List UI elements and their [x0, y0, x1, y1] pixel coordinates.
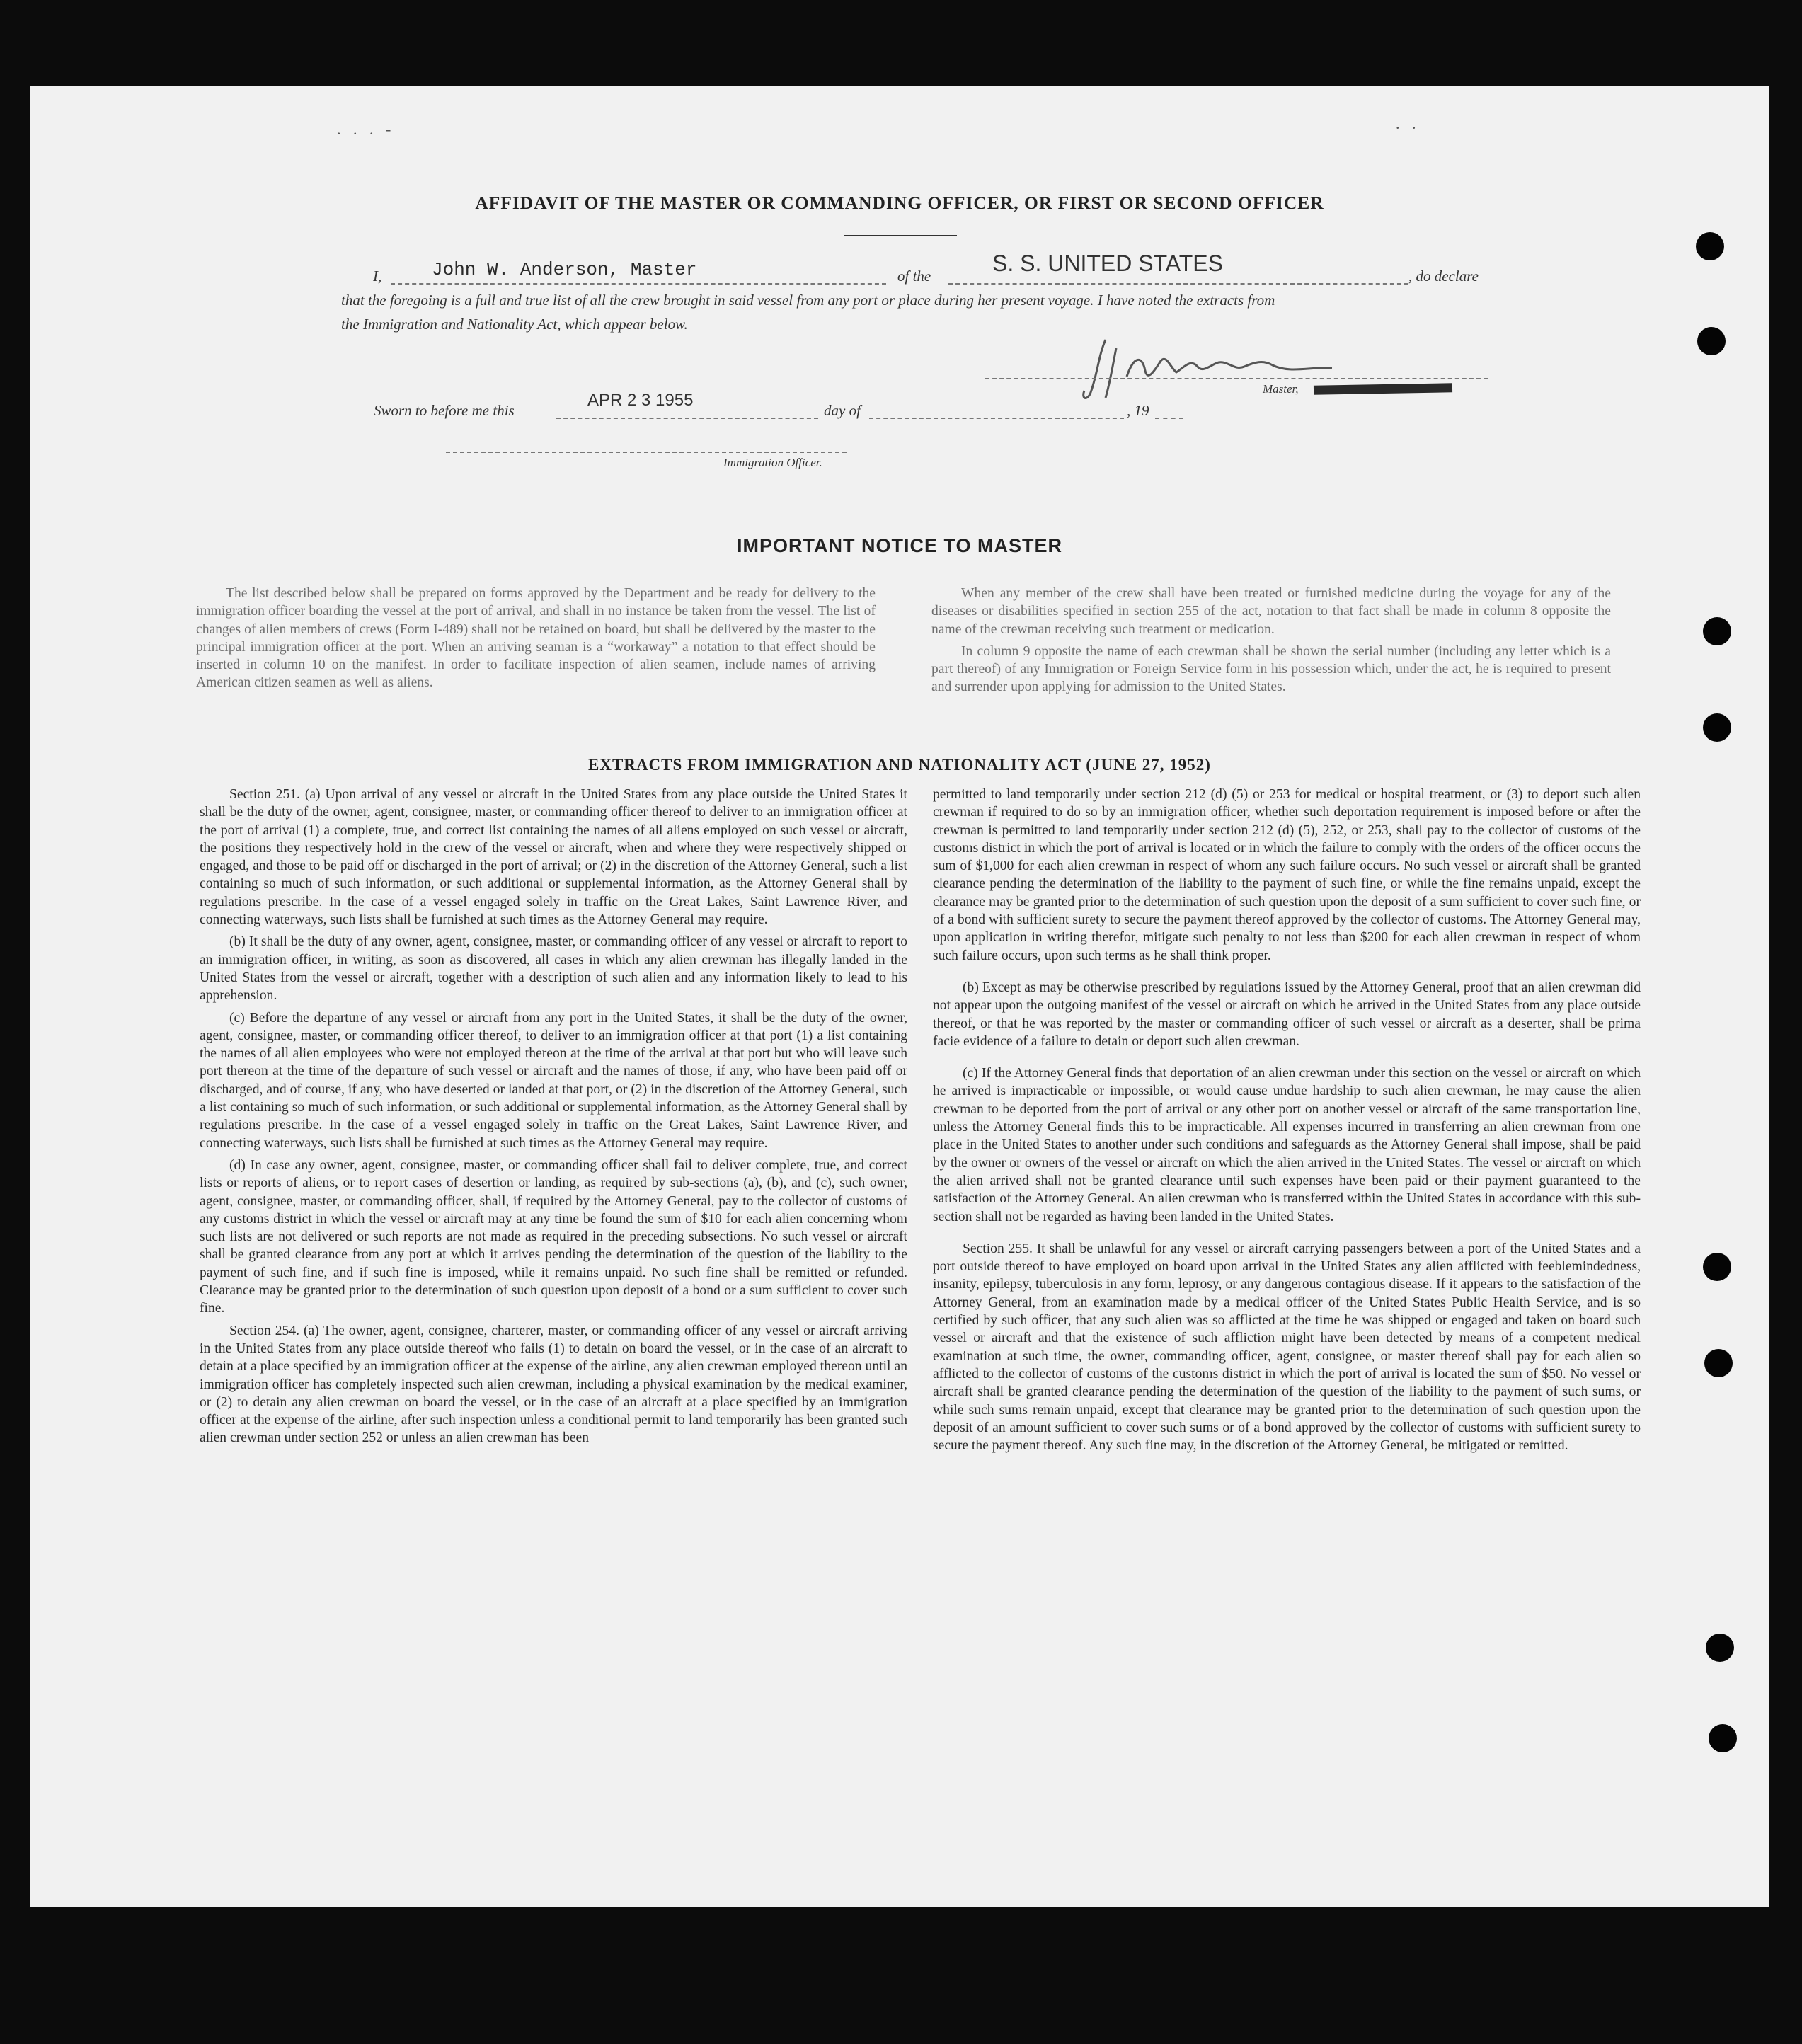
binder-hole	[1703, 617, 1731, 645]
binder-hole	[1706, 1634, 1734, 1662]
officer-signature-line	[446, 452, 847, 453]
binder-hole	[1696, 232, 1724, 260]
extracts-right-column	[933, 786, 1641, 1459]
year-prefix: , 19	[1127, 402, 1149, 419]
name-line	[391, 283, 886, 285]
master-name: John W. Anderson, Master	[432, 259, 697, 280]
signature-line	[985, 378, 1488, 379]
binder-hole	[1709, 1724, 1737, 1752]
notice-right-paragraph-2: In column 9 opposite the name of each crewman shall be shown the serial number (including any letter which is a part thereof) of any Immigration or Foreign Service form in his possession which, under the act, he is required to present and surrender upon applying for admission to the United States.	[931, 643, 1611, 695]
section-251-a: Section 251. (a) Upon arrival of any vessel or aircraft in the United States from any place outside the United States it shall be the duty of the owner, agent, consignee, master, or commanding officer thereof to deliver to an immigration officer at the port of arrival (1) a complete, true, and correct list containing the names of all aliens employed on such vessel or aircraft, the positions they respectively hold in the crew of the vessel or aircraft, when and where they were respectively shipped or engaged, and those to be paid off or discharged in the port of arrival; or (2) in the discretion of the Attorney General, such a list containing so much of such information, or such additional or supplemental information, as the Attorney General shall by regulations prescribe. In the case of a vessel engaged solely in traffic on the Great Lakes, Saint Lawrence River, and connecting waterways, such lists shall be furnished at such times as the Attorney General may require.	[200, 787, 907, 928]
affidavit-prefix: I,	[373, 268, 382, 285]
section-251-c: (c) Before the departure of any vessel or aircraft from any port in the United States, it shall be the duty of the owner, agent, consignee, master, or commanding officer thereof, to deliver to an immigration officer at that port (1) a list containing the names of all alien employees who were not employed thereon at the time of the arrival at that port but who will leave such port thereon at the time of the departure of such vessel or aircraft and the names of those, if any, who have been paid off or discharged, and of course, if any, who have deserted or landed at that port, or (2) in the discretion of the Attorney General, such a list containing so much of such information, or such additional or supplemental information, as the Attorney General shall by regulations prescribe. In the case of a vessel engaged solely in traffic on the Great Lakes, Saint Lawrence River, and connecting waterways, such lists shall be furnished at such times as the Attorney General may require.	[200, 1010, 907, 1151]
notice-left-text	[196, 585, 876, 696]
declaration-line-2: the Immigration and Nationality Act, which appear below.	[341, 316, 688, 333]
corner-mark-right: . .	[1396, 115, 1421, 132]
extracts-left-column	[200, 786, 907, 1452]
binder-hole	[1703, 1253, 1731, 1281]
binder-hole	[1697, 327, 1726, 355]
section-254-a-continued: permitted to land temporarily under section 212 (d) (5) or 253 for medical or hospital treatment, or (3) to deport such alien crewman if required to do so by an immigration officer, whether such deportation requirement is imposed before or after the crewman is permitted to land temporarily under section 212 (d) (5), 252, or 253, shall pay to the collector of customs of the customs district in which the port of arrival is located or in which the failure to comply with the orders of the officer occurs the sum of $1,000 for each alien crewman in respect of whom any such failure occurs. No such vessel or aircraft shall be granted clearance pending the determination of the liability to the payment of such fine, or while the fine remains unpaid, except the clearance may be granted prior to the determination of such question upon the deposit of a sum sufficient to cover such fine, or of a bond with sufficient surety to secure the payment thereof approved by the collector of customs. The Attorney General may, upon application in writing therefor, mitigate such penalty to not less than $200 for each alien crewman in respect of whom such failure occurs, upon such terms as he shall think proper.	[933, 787, 1641, 963]
vessel-line	[948, 283, 1408, 285]
document-page	[30, 86, 1769, 1907]
section-254-a: Section 254. (a) The owner, agent, consignee, charterer, master, or commanding officer of any vessel or aircraft arriving in the United States from any place outside thereof who fails (1) to detain on board the vessel, or in the case of an aircraft to detain at a place specified by an immigration officer at the expense of the airline, any alien crewman employed thereon until an immigration officer has completely inspected such alien crewman, including a physical examination by the medical examiner, or (2) to detain any alien crewman on board the vessel, or in the case of an aircraft at a place specified by an immigration officer at the expense of the airline, after such inspection unless a conditional permit to land temporarily has been granted such alien crewman under section 252 or unless an alien crewman has been	[200, 1323, 907, 1446]
sworn-label: Sworn to before me this	[374, 402, 515, 419]
notice-left-paragraph: The list described below shall be prepared on forms approved by the Department and be ready for delivery to the immigration officer boarding the vessel at the port of arrival, and shall in no instance be taken from the vessel. The list of changes of alien members of crews (Form I-489) shall not be retained on board, but shall be delivered by the master to the principal immigration officer at the port. When an arriving seaman is a “workaway” a notation to that effect should be inserted in column 10 on the manifest. In order to facilitate inspection of alien seamen, include names of arriving American citizen seamen as well as aliens.	[196, 586, 876, 691]
year-line	[1155, 418, 1183, 419]
title-underline	[844, 235, 957, 236]
sworn-date-line	[556, 418, 818, 419]
day-of-label: day of	[824, 402, 861, 419]
section-251-d: (d) In case any owner, agent, consignee, master, or commanding officer shall fail to deliver complete, true, and correct lists or reports of aliens, or to report cases of desertion or landing, as required by sub-sections (a), (b), and (c), such owner, agent, consignee, master, or commanding officer, shall, if required by the Attorney General, pay to the collector of customs of any customs district in which the vessel or aircraft may at any time be found the sum of $10 for each alien concerning whom such lists are not delivered or such reports are not made as required in the preceding subsections. No such vessel or aircraft shall be granted clearance from any port at which it arrives pending the determination of the question of the liability to the payment of such fine, and if such fine is imposed, while it remains unpaid. No such fine shall be remitted or refunded. Clearance may be granted prior to the determination of such question upon deposit of a bond or a sum sufficient to cover such fine.	[200, 1157, 907, 1316]
redaction-bar	[1314, 383, 1452, 394]
officer-caption: Immigration Officer.	[723, 456, 822, 469]
corner-mark-left: . . . -	[337, 120, 396, 138]
section-255: Section 255. It shall be unlawful for any vessel or aircraft carrying passengers between a port of the United States and a port outside thereof to have employed on board upon arrival in the United States any alien afflicted with feeblemindedness, insanity, epilepsy, tuberculosis in any form, leprosy, or any dangerous contagious disease. If it appears to the satisfaction of the Attorney General, from an examination made by a medical officer of the United States Public Health Service, and is so certified by such officer, that any such alien was so afflicted at the time he was shipped or engaged and taken on board such vessel or aircraft and that the existence of such affliction might have been detected by means of a competent medical examination at such time, the owner, commanding officer, agent, consignee, or master thereof shall pay for each alien so afflicted to the collector of customs of the customs district in which the port of arrival is located the sum of $50. No vessel or aircraft shall be granted clearance pending the determination of the question of the liability to the payment of such sums, or while such sums remain unpaid, except that clearance may be granted prior to the determination of such question upon the deposit of an amount sufficient to cover such sums or of a bond approved by the collector of customs with sufficient surety to secure the payment thereof. Any such fine may, in the discretion of the Attorney General, be mitigated or remitted.	[933, 1241, 1641, 1454]
declaration-line-1: that the foregoing is a full and true list of all the crew brought in said vessel from any port or place during her present voyage. I have noted the extracts from	[341, 292, 1275, 309]
month-line	[869, 418, 1124, 419]
vessel-name: S. S. UNITED STATES	[992, 251, 1223, 276]
section-254-c: (c) If the Attorney General finds that deportation of an alien crewman under this section on the vessel or aircraft on which he arrived is impracticable or impossible, or would cause undue hardship to such alien crewman, he may cause the alien crewman to be deported from the port of arrival or any other port on another vessel or aircraft of the same transportation line, unless the Attorney General finds this to be impracticable. All expenses incurred in transferring an alien crewman from one place in the United States to another under such conditions and safeguards as the Attorney General shall impose, shall be paid by the owner or owners of the vessel or aircraft on which the alien arrived in the United States. The vessel or aircraft on which the alien arrived shall not be granted clearance until such expenses have been paid or their payment guaranteed to the satisfaction of the Attorney General. An alien crewman who is transferred within the United States in accordance with this sub-section shall not be regarded as having been landed in the United States.	[933, 1066, 1641, 1224]
binder-hole	[1704, 1349, 1733, 1377]
master-caption: Master,	[1263, 382, 1299, 396]
notice-right-paragraph-1: When any member of the crew shall have been treated or furnished medicine during the voyage for any of the diseases or disabilities specified in section 255 of the act, notation to that fact shall be made in column 8 opposite the name of the crewman receiving such treatment or medication.	[931, 586, 1611, 637]
do-declare-label: , do declare	[1408, 268, 1479, 285]
binder-hole	[1703, 713, 1731, 742]
notice-title: IMPORTANT NOTICE TO MASTER	[737, 535, 1062, 556]
affidavit-title: AFFIDAVIT OF THE MASTER OR COMMANDING OFFICER, OR FIRST OR SECOND OFFICER	[475, 193, 1324, 213]
notice-right-text	[931, 585, 1611, 701]
section-251-b: (b) It shall be the duty of any owner, agent, consignee, master, or commanding officer of any vessel or aircraft to report to an immigration officer, in writing, as soon as discovered, all cases in which any alien crewman has illegally landed in the United States from the vessel or aircraft, together with a description of such alien and any information likely to lead to his apprehension.	[200, 934, 907, 1004]
section-254-b: (b) Except as may be otherwise prescribed by regulations issued by the Attorney General, proof that an alien crewman did not appear upon the outgoing manifest of the vessel or aircraft on which he arrived in the United States from any place outside thereof, or that he was reported by the master or commanding officer of such vessel or aircraft as a deserter, shall be prima facie evidence of a failure to detain or deport such alien crewman.	[933, 980, 1641, 1049]
of-the-label: of the	[897, 268, 931, 285]
sworn-date-stamp: APR 2 3 1955	[587, 391, 694, 410]
extracts-title: EXTRACTS FROM IMMIGRATION AND NATIONALITY ACT (JUNE 27, 1952)	[588, 756, 1211, 774]
